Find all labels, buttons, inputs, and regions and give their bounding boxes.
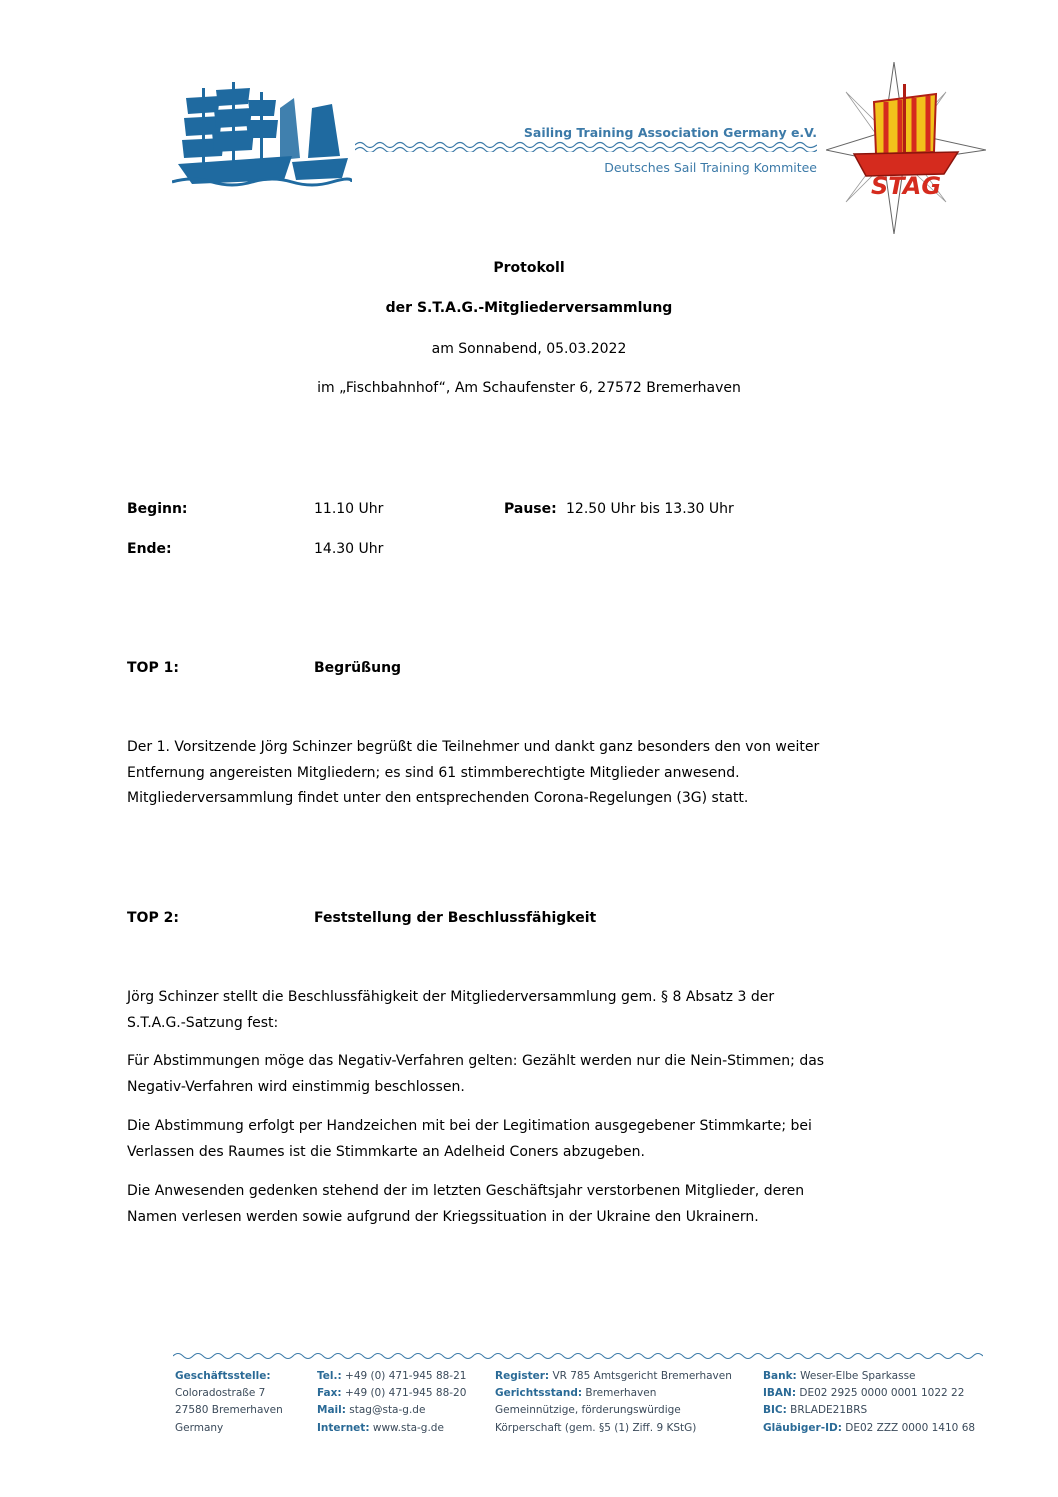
fax-value: +49 (0) 471-945 88-20 xyxy=(344,1387,467,1400)
top2-heading: Feststellung der Beschlussfähigkeit xyxy=(314,910,597,926)
text-line: Die Anwesenden gedenken stehend der im letzten Geschäftsjahr verstorbenen Mitglieder, deren xyxy=(127,1183,805,1199)
meeting-date: am Sonnabend, 05.03.2022 xyxy=(431,341,627,357)
top2-label: TOP 2: xyxy=(127,910,179,926)
fax-label: Fax: xyxy=(317,1387,342,1400)
end-label: Ende: xyxy=(127,541,172,557)
text-line: S.T.A.G.-Satzung fest: xyxy=(127,1014,279,1031)
org-subtitle: Deutsches Sail Training Kommitee xyxy=(604,160,817,175)
begin-value: 11.10 Uhr xyxy=(314,501,384,517)
iban-label: IBAN: xyxy=(763,1387,797,1400)
bank-label: Bank: xyxy=(763,1370,797,1382)
text-line: Negativ-Verfahren wird einstimmig beschlossen. xyxy=(127,1078,465,1095)
court-value: Bremerhaven xyxy=(585,1387,657,1400)
stag-logo xyxy=(826,62,986,234)
text-line: Der 1. Vorsitzende Jörg Schinzer begrüßt die Teilnehmer und dankt ganz besonders den von weiter xyxy=(127,739,820,755)
tel-label: Tel.: xyxy=(317,1370,342,1382)
text-line: Die Abstimmung erfolgt per Handzeichen mit bei der Legitimation ausgegebener Stimmkarte; bei xyxy=(127,1118,812,1134)
top2-paragraph-4 xyxy=(127,1179,927,1230)
text-line: Mitgliederversammlung findet unter den entsprechenden Corona-Regelungen (3G) statt. xyxy=(127,790,749,806)
bic-label: BIC: xyxy=(763,1404,787,1417)
top1-label: TOP 1: xyxy=(127,660,179,676)
footer-bank xyxy=(763,1368,975,1437)
text-line: Entfernung angereisten Mitgliedern; es sind 61 stimmberechtigte Mitglieder anwesend. xyxy=(127,764,740,781)
register-value: VR 785 Amtsgericht Bremerhaven xyxy=(552,1370,732,1382)
register-label: Register: xyxy=(495,1370,550,1382)
header-wave-divider xyxy=(355,138,817,152)
web-label: Internet: xyxy=(317,1421,370,1434)
charity-line-1: Gemeinnützige, förderungswürdige xyxy=(495,1404,681,1417)
meeting-location: im „Fischbahnhof“, Am Schaufenster 6, 27572 Bremerhaven xyxy=(317,380,741,396)
top2-paragraph-1 xyxy=(127,985,927,1036)
footer-wave-divider xyxy=(173,1350,983,1362)
address-city: 27580 Bremerhaven xyxy=(175,1404,283,1417)
end-value: 14.30 Uhr xyxy=(314,541,384,557)
tall-ship-logo xyxy=(172,78,352,190)
begin-label: Beginn: xyxy=(127,501,188,517)
text-line: Namen verlesen werden sowie aufgrund der Kriegssituation in der Ukraine den Ukrainern. xyxy=(127,1208,759,1225)
pause-value: 12.50 Uhr bis 13.30 Uhr xyxy=(566,501,734,517)
pause-label: Pause: xyxy=(504,501,557,517)
text-line: Jörg Schinzer stellt die Beschlussfähigkeit der Mitgliederversammlung gem. § 8 Absatz 3 der xyxy=(127,989,775,1005)
footer-address xyxy=(175,1368,283,1437)
iban-value: DE02 2925 0000 0001 1022 22 xyxy=(799,1387,965,1400)
document-subtitle: der S.T.A.G.-Mitgliederversammlung xyxy=(385,300,673,316)
court-label: Gerichtsstand: xyxy=(495,1387,583,1400)
org-name: Sailing Training Association Germany e.V. xyxy=(523,125,817,140)
top2-paragraph-2 xyxy=(127,1049,927,1100)
address-country: Germany xyxy=(175,1421,224,1434)
tel-value: +49 (0) 471-945 88-21 xyxy=(345,1370,467,1382)
bic-value: BRLADE21BRS xyxy=(790,1404,868,1417)
mail-label: Mail: xyxy=(317,1404,346,1417)
footer-contact xyxy=(317,1368,466,1437)
mail-value[interactable]: stag@sta-g.de xyxy=(349,1404,426,1417)
creditor-id-value: DE02 ZZZ 0000 1410 68 xyxy=(845,1421,976,1434)
address-street: Coloradostraße 7 xyxy=(175,1387,266,1400)
text-line: Für Abstimmungen möge das Negativ-Verfahren gelten: Gezählt werden nur die Nein-Stimmen; das xyxy=(127,1053,825,1069)
web-value[interactable]: www.sta-g.de xyxy=(372,1421,444,1434)
document-title: Protokoll xyxy=(493,260,565,276)
top1-paragraph xyxy=(127,735,927,812)
top2-paragraph-3 xyxy=(127,1114,927,1165)
charity-line-2: Körperschaft (gem. §5 (1) Ziff. 9 KStG) xyxy=(495,1421,697,1434)
stag-logo-text: STAG xyxy=(870,172,942,200)
bank-value: Weser-Elbe Sparkasse xyxy=(800,1370,916,1382)
top1-heading: Begrüßung xyxy=(314,660,402,676)
text-line: Verlassen des Raumes ist die Stimmkarte an Adelheid Coners abzugeben. xyxy=(127,1143,645,1160)
creditor-id-label: Gläubiger-ID: xyxy=(763,1421,842,1434)
office-label: Geschäftsstelle: xyxy=(175,1370,271,1382)
footer-register xyxy=(495,1368,732,1437)
